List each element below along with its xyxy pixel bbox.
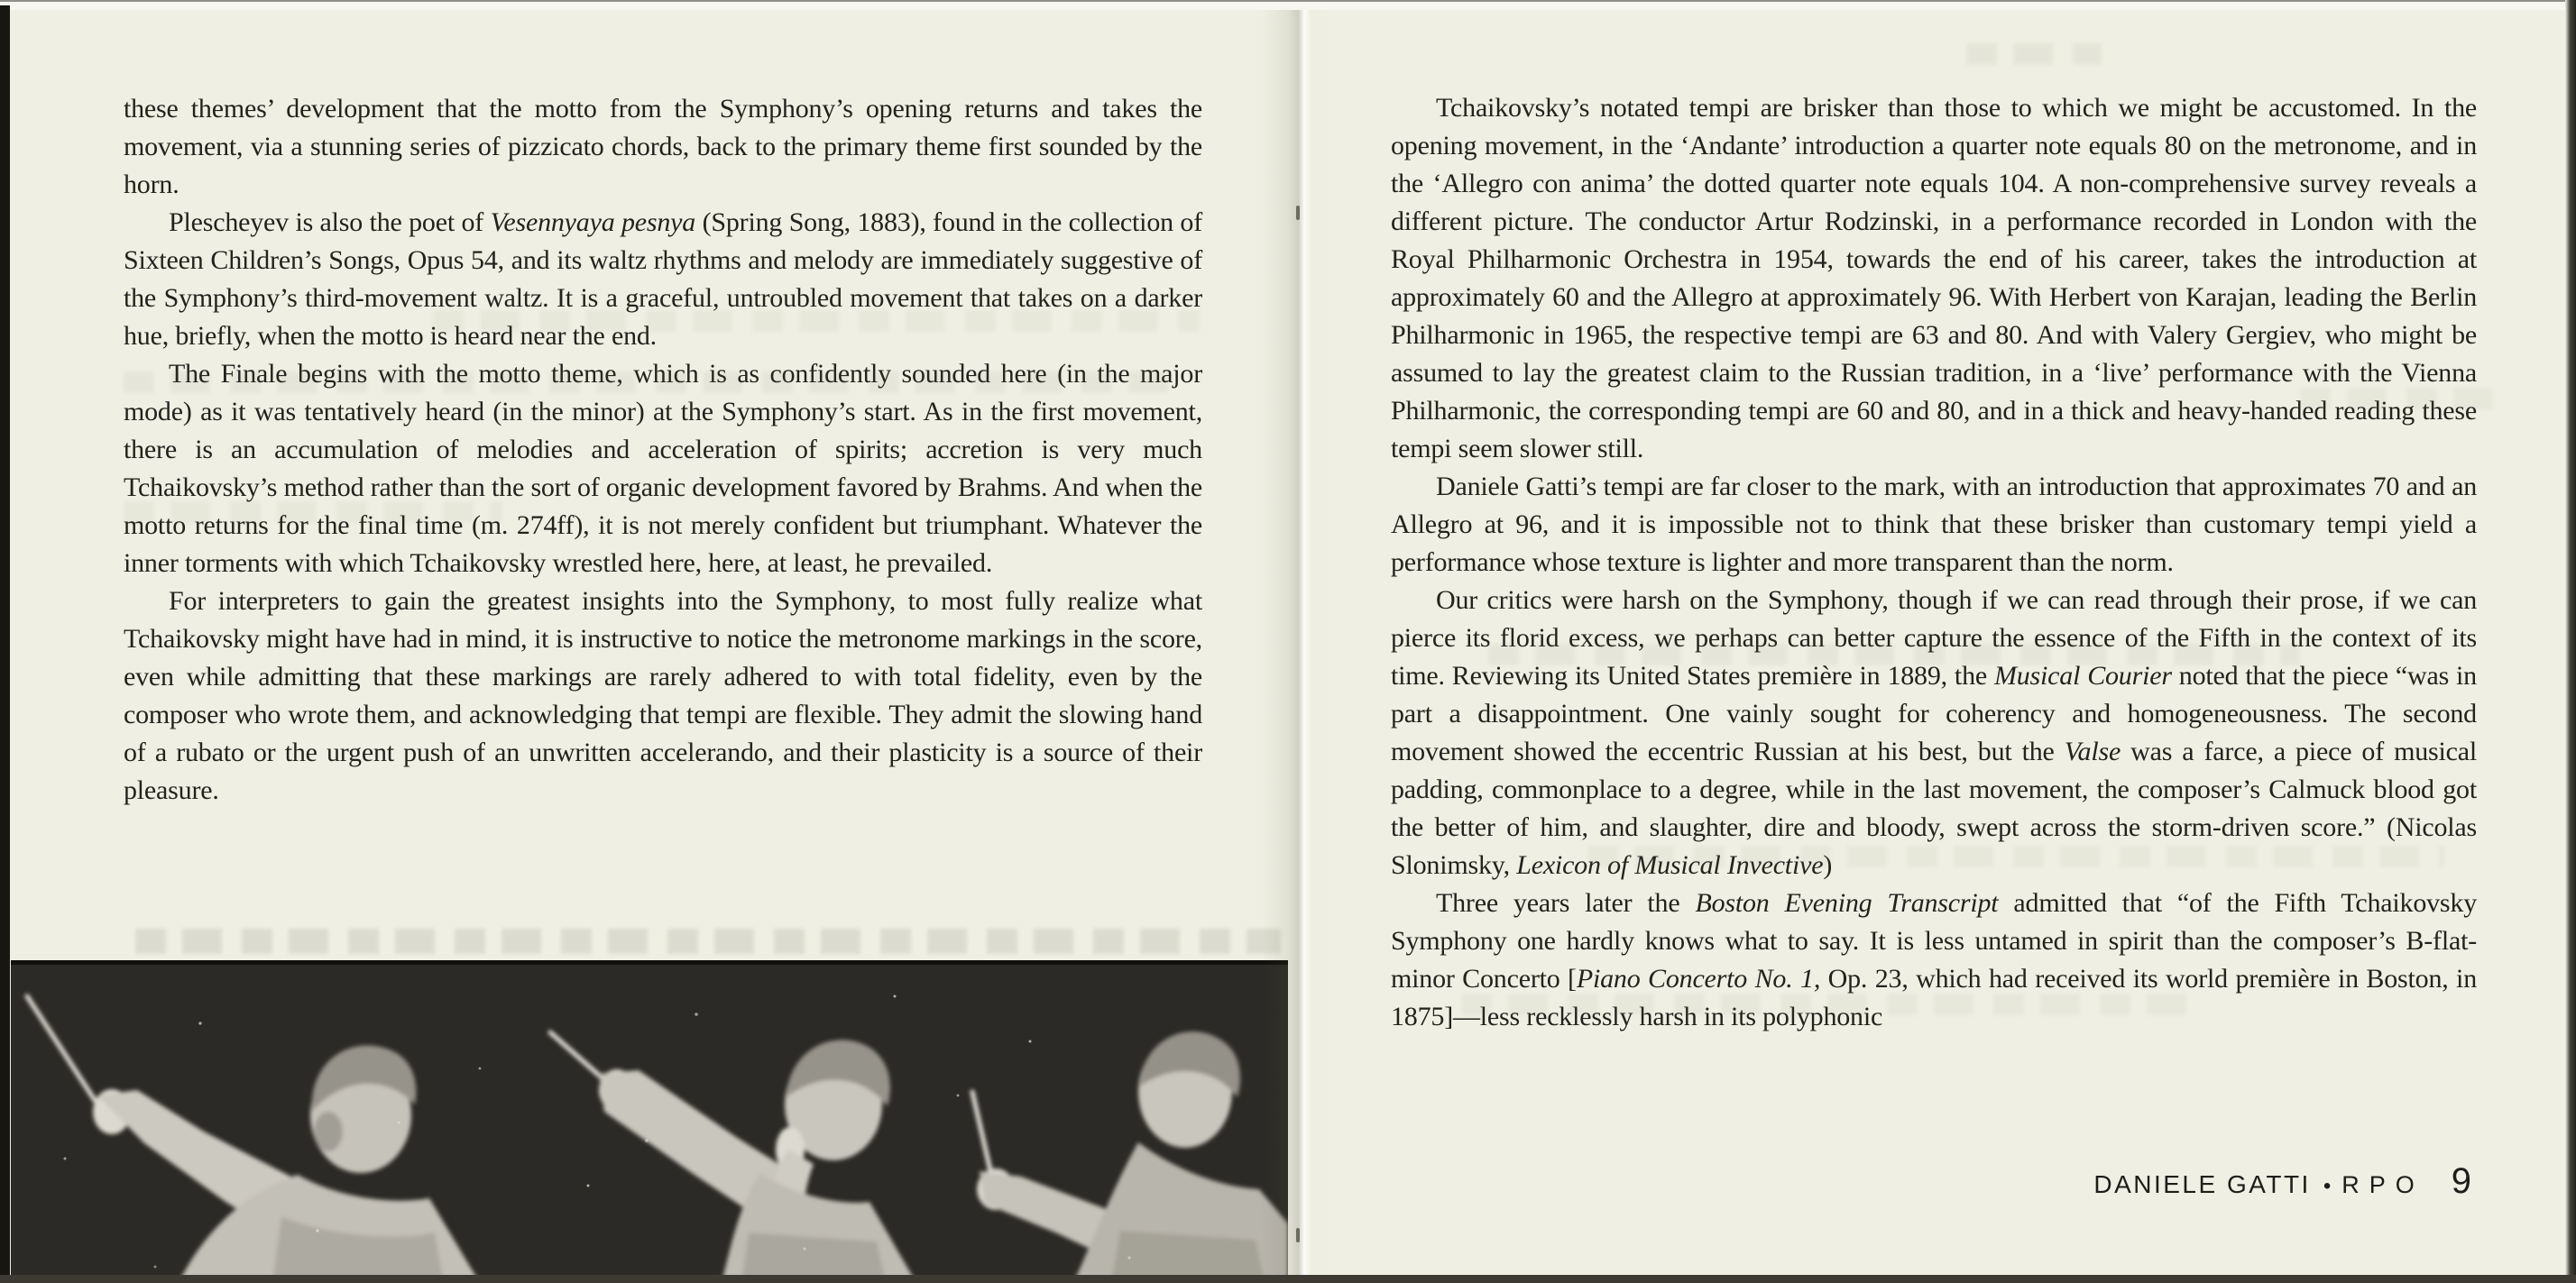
conductor-photo-graphic — [11, 960, 1288, 1283]
paragraph-right-3: Our critics were harsh on the Symphony, though if we can read through their prose, if we can pierce its florid excess, we perhaps can better capture the essence of the Fifth in the context of its time. Reviewing its United States première in 1889, the Musical Courier noted that the piece “was in part a disappointment. One vainly sought for coherency and homogeneousness. The second movement showed the eccentric Russian at his best, but the Valse was a farce, a piece of musical padding, commonplace to a degree, while in the last movement, the composer’s Calmuck blood got the better of him, and slaughter, dire and bloody, swept across the storm-driven score.” (Nicolas Slonimsky, Lexicon of Musical Invective) — [1391, 585, 2477, 880]
scan-edge-left — [0, 5, 10, 1283]
bleed-through-text — [135, 929, 1281, 954]
paragraph-right-4: Three years later the Boston Evening Transcript admitted that “of the Fifth Tchaikovsky Symphony one hardly knows what to say. It is less untamed in spirit than the composer’s B-flat-minor Concerto [Piano Concerto No. 1, Op. 23, which had received its world première in Boston, in 1875]—less recklessly harsh in its polyphonic — [1391, 888, 2477, 1031]
conductor-photo — [11, 960, 1288, 1283]
paragraph-left-3: The Finale begins with the motto theme, which is as confidently sounded here (in the major mode) as it was tentatively heard (in the minor) at the Symphony’s start. As in the first movement, there is an accumulation of melodies and acceleration of spirits; accretion is very much Tchaikovsky’s method rather than the sort of organic development favored by Brahms. And when the motto returns for the final time (m. 274ff), it is not merely confident but triumphant. Whatever the inner torments with which Tchaikovsky wrestled here, here, at least, he prevailed. — [124, 359, 1202, 578]
footer-artist: DANIELE GATTI — [2093, 1170, 2311, 1198]
scan-edge-top — [0, 0, 2576, 10]
left-text-column — [124, 90, 1202, 810]
page-number: 9 — [2451, 1161, 2471, 1201]
paragraph-left-1: these themes’ development that the motto from the Symphony’s opening returns and takes the movement, via a stunning series of pizzicato chords, back to the primary theme first sounded by the horn. — [124, 94, 1202, 199]
right-text-column — [1391, 89, 2477, 1036]
paragraph-right-2: Daniele Gatti’s tempi are far closer to the mark, with an introduction that approximates 70 and an Allegro at 96, and it is impossible not to think that these brisker than customary tempi yield a performance whose texture is lighter and more transparent than the norm. — [1391, 472, 2477, 577]
footer-bullet-icon: • — [2323, 1174, 2332, 1198]
paragraph-left-2: Plescheyev is also the poet of Vesennyaya pesnya (Spring Song, 1883), found in the collection of Sixteen Children’s Songs, Opus 54, and its waltz rhythms and melody are immediately suggestive of the Symphony’s third-movement waltz. It is a graceful, untroubled movement that takes on a darker hue, briefly, when the motto is heard near the end. — [124, 207, 1203, 351]
footer-orchestra: RPO — [2341, 1171, 2424, 1198]
page-footer — [2093, 1161, 2471, 1202]
staple-mark — [1296, 1228, 1300, 1242]
scan-edge-right — [2565, 0, 2576, 1283]
paragraph-left-4: For interpreters to gain the greatest insights into the Symphony, to most fully realize what Tchaikovsky might have had in mind, it is instructive to notice the metronome markings in the score, even while admitting that these markings are rarely adhered to with total fidelity, even by the composer who wrote them, and acknowledging that tempi are flexible. They admit the slowing hand of a rubato or the urgent push of an unwritten accelerando, and their plasticity is a source of their pleasure. — [124, 586, 1202, 805]
bleed-through-text — [1966, 43, 2102, 65]
staple-mark — [1296, 206, 1300, 220]
scan-edge-bottom — [0, 1275, 2576, 1283]
paragraph-right-1: Tchaikovsky’s notated tempi are brisker than those to which we might be accustomed. In the opening movement, in the ‘Andante’ introduction a quarter note equals 80 on the metronome, and in the ‘Allegro con anima’ the dotted quarter note equals 104. A non-comprehensive survey reveals a different picture. The conductor Artur Rodzinski, in a performance recorded in London with the Royal Philharmonic Orchestra in 1954, towards the end of his career, takes the introduction at approximately 60 and the Allegro at approximately 96. With Herbert von Karajan, leading the Berlin Philharmonic in 1965, the respective tempi are 63 and 80. And with Valery Gergiev, who might be assumed to lay the greatest claim to the Russian tradition, in a ‘live’ performance with the Vienna Philharmonic, the corresponding tempi are 60 and 80, and in a thick and heavy-handed reading these tempi seem slower still. — [1391, 93, 2477, 463]
